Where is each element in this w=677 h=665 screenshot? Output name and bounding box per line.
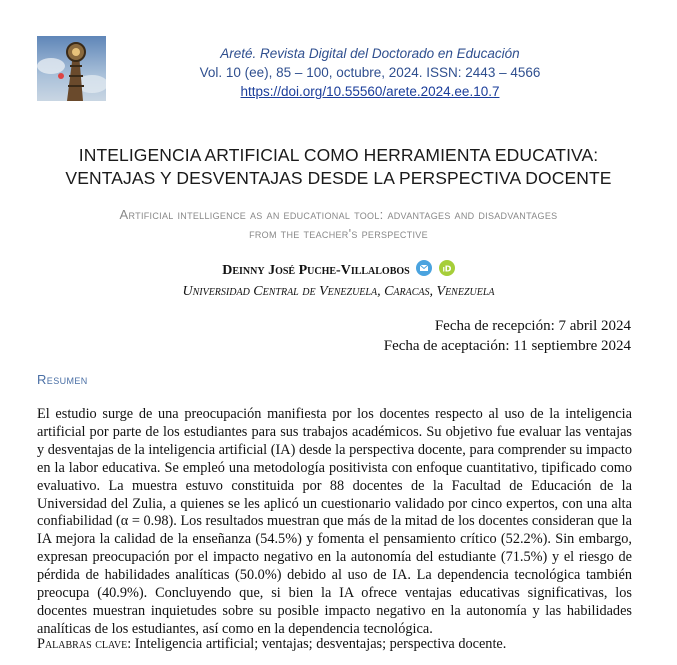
journal-volume: Vol. 10 (ee), 85 – 100, octubre, 2024. ISSN: 2443 – 4566 bbox=[199, 65, 541, 80]
svg-text:iD: iD bbox=[442, 264, 452, 274]
received-date: Fecha de recepción: 7 abril 2024 bbox=[434, 318, 631, 334]
paper-title bbox=[20, 144, 657, 190]
author-line bbox=[100, 260, 577, 279]
paper-subtitle bbox=[30, 205, 647, 243]
journal-name: Areté. Revista Digital del Doctorado en Educación bbox=[220, 46, 520, 61]
journal-logo-image bbox=[37, 36, 106, 101]
journal-header bbox=[150, 44, 590, 101]
paper-subtitle-line2: from the teacher's perspective bbox=[249, 226, 428, 241]
keywords-text: Inteligencia artificial; ventajas; desventajas; perspectiva docente. bbox=[134, 636, 507, 652]
orcid-icon[interactable] bbox=[439, 260, 455, 276]
abstract-text: El estudio surge de una preocupación manifiesta por los docentes respecto al uso de la inteligencia artificial por parte de los estudiantes para sus trabajos académicos. Su objetivo fue evaluar las ventajas y desventajas de la inteligencia artificial (IA) desde la perspectiva docente, para comprender su impacto en la labor educativa. Se empleó una metodología positivista con enfoque cuantitativo, tipificado como evaluativo. La muestra estuvo constituida por 88 docentes de la Facultad de Educación de la Universidad del Zulia, a quienes se les aplicó un cuestionario validado por cinco expertos, con una alta confiabilidad (α = 0.98). Los resultados muestran que más de la mitad de los docentes consideran que la IA mejora la calidad de la enseñanza (54.5%) y fomenta el pensamiento crítico (52.2%). Sin embargo, expresan preocupación por el impacto negativo en la autonomía del estudiante (71.5%) y el riesgo de pérdida de habilidades analíticas (50.0%) debido al uso de IA. La dependencia tecnológica también preocupa (40.9%). Concluyendo que, si bien la IA ofrece ventajas educativas significativas, los docentes muestran inquietudes sobre su posible impacto negativo en la autonomía y las habilidades analíticas de los estudiantes, así como en la dependencia tecnológica. bbox=[37, 406, 632, 637]
author-name: Deinny José Puche-Villalobos bbox=[222, 263, 410, 278]
keywords-label: Palabras clave: bbox=[37, 636, 132, 652]
keywords-line bbox=[37, 636, 637, 653]
journal-logo bbox=[37, 36, 106, 101]
email-icon[interactable] bbox=[416, 260, 432, 276]
paper-subtitle-line1: Artificial intelligence as an educational tool: advantages and disadvantages bbox=[119, 207, 558, 222]
accepted-date: Fecha de aceptación: 11 septiembre 2024 bbox=[383, 338, 631, 354]
paper-title-line2: VENTAJAS Y DESVENTAJAS DESDE LA PERSPECTIVA DOCENTE bbox=[65, 168, 612, 188]
abstract-heading: Resumen bbox=[37, 372, 88, 387]
paper-title-line1: INTELIGENCIA ARTIFICIAL COMO HERRAMIENTA EDUCATIVA: bbox=[78, 145, 599, 165]
dates-block bbox=[384, 316, 631, 356]
doi-link[interactable]: https://doi.org/10.55560/arete.2024.ee.10.7 bbox=[240, 84, 500, 99]
author-affiliation: Universidad Central de Venezuela, Caracas, Venezuela bbox=[182, 284, 495, 299]
